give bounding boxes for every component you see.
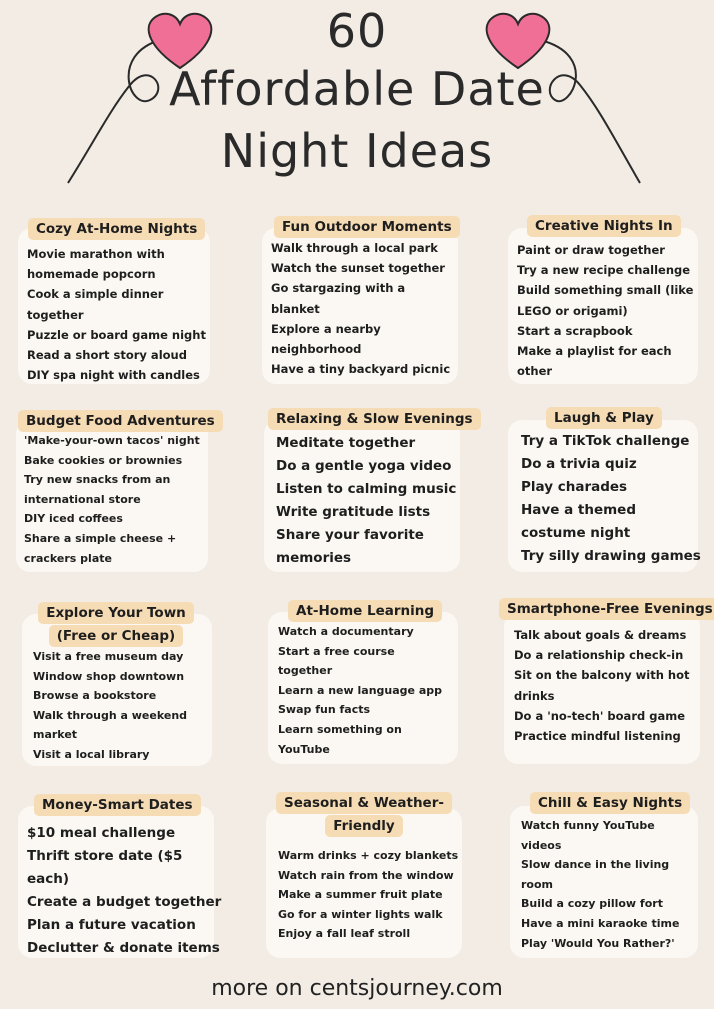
list-item: DIY iced coffees bbox=[24, 512, 123, 526]
list-item: Have a mini karaoke time bbox=[521, 916, 680, 930]
list-item: Cook a simple dinner together bbox=[27, 287, 164, 322]
list-item: Make a playlist for each other bbox=[517, 344, 672, 379]
list-item: Start a free course together bbox=[278, 644, 395, 678]
list-item: Play 'Would You Rather?' bbox=[521, 936, 675, 950]
list-item: DIY spa night with candles bbox=[27, 368, 200, 383]
list-item: Do a trivia quiz bbox=[521, 456, 637, 472]
list-item: Enjoy a fall leaf stroll bbox=[278, 927, 411, 941]
section-header: Laugh & Play bbox=[546, 407, 662, 429]
list-item: Learn something on YouTube bbox=[278, 722, 402, 756]
section-header bbox=[268, 792, 460, 838]
list-item: Have a themed costume night bbox=[521, 502, 636, 541]
list-item: Try a new recipe challenge bbox=[517, 263, 691, 278]
item-list bbox=[27, 244, 206, 385]
list-item: Do a gentle yoga video bbox=[276, 458, 452, 474]
item-list bbox=[278, 622, 442, 759]
list-item: Do a relationship check-in bbox=[514, 648, 684, 663]
list-item: Write gratitude lists bbox=[276, 504, 431, 520]
item-list bbox=[33, 647, 187, 765]
list-item: Movie marathon with homemade popcorn bbox=[27, 247, 165, 282]
list-item: Bake cookies or brownies bbox=[24, 453, 183, 467]
list-item: Play charades bbox=[521, 479, 628, 495]
list-item: $10 meal challenge bbox=[27, 825, 176, 841]
list-item: Go stargazing with a blanket bbox=[271, 281, 406, 316]
section-header bbox=[30, 602, 202, 648]
footer-website: more on centsjourney.com bbox=[211, 976, 503, 1001]
list-item: 'Make-your-own tacos' night bbox=[24, 434, 200, 447]
section-header: At-Home Learning bbox=[288, 600, 442, 622]
item-list bbox=[24, 431, 200, 568]
list-item: Talk about goals & dreams bbox=[514, 628, 687, 642]
list-item: Puzzle or board game night bbox=[27, 327, 206, 342]
list-item: Read a short story aloud bbox=[27, 348, 187, 363]
section-header: Relaxing & Slow Evenings bbox=[268, 408, 481, 430]
section-header: Creative Nights In bbox=[527, 215, 681, 237]
section-header: Money-Smart Dates bbox=[34, 794, 201, 816]
list-item: Listen to calming music bbox=[276, 481, 457, 497]
item-list bbox=[278, 846, 458, 944]
list-item: Have a tiny backyard picnic bbox=[271, 362, 451, 377]
list-item: Paint or draw together bbox=[517, 243, 665, 257]
section-header: Smartphone-Free Evenings bbox=[499, 598, 714, 620]
list-item: Plan a future vacation bbox=[27, 917, 196, 933]
list-item: Watch rain from the window bbox=[278, 868, 454, 882]
title-line1: Affordable Date bbox=[169, 62, 545, 116]
item-list bbox=[521, 816, 679, 953]
section-header: Fun Outdoor Moments bbox=[274, 216, 460, 238]
list-item: Meditate together bbox=[276, 435, 416, 451]
item-list bbox=[271, 238, 450, 379]
list-item: Browse a bookstore bbox=[33, 689, 157, 703]
section-header-line: (Free or Cheap) bbox=[49, 625, 183, 647]
item-list bbox=[27, 822, 221, 960]
list-item: Go for a winter lights walk bbox=[278, 907, 443, 921]
list-item: Visit a free museum day bbox=[33, 650, 184, 663]
list-item: Do a 'no-tech' board game bbox=[514, 708, 685, 723]
section-header-line: Explore Your Town bbox=[38, 602, 194, 624]
list-item: Warm drinks + cozy blankets bbox=[278, 849, 459, 862]
list-item: Swap fun facts bbox=[278, 703, 371, 717]
list-item: Explore a nearby neighborhood bbox=[271, 321, 381, 357]
list-item: Walk through a weekend market bbox=[33, 708, 188, 742]
list-item: Practice mindful listening bbox=[514, 729, 681, 744]
list-item: Try silly drawing games bbox=[521, 548, 701, 564]
list-item: Build a cozy pillow fort bbox=[521, 897, 663, 911]
section-header: Budget Food Adventures bbox=[18, 410, 223, 432]
list-item: Sit on the balcony with hot drinks bbox=[514, 668, 690, 703]
item-list bbox=[514, 625, 689, 746]
list-item: Watch funny YouTube videos bbox=[521, 819, 655, 852]
list-item: Thrift store date ($5 each) bbox=[27, 848, 183, 887]
item-list bbox=[521, 430, 701, 568]
list-item: Watch a documentary bbox=[278, 625, 414, 638]
list-item: Visit a local library bbox=[33, 747, 150, 761]
list-item: Watch the sunset together bbox=[271, 261, 445, 276]
section-header-line: Friendly bbox=[325, 815, 403, 837]
list-item: Start a scrapbook bbox=[517, 323, 633, 338]
list-item: Share your favorite memories bbox=[276, 527, 424, 566]
section-header: Chill & Easy Nights bbox=[530, 792, 690, 814]
list-item: Try new snacks from an international store bbox=[24, 473, 171, 506]
list-item: Try a TikTok challenge bbox=[521, 433, 690, 449]
title-line2: Night Ideas bbox=[220, 124, 494, 178]
list-item: Make a summer fruit plate bbox=[278, 888, 443, 902]
title-number: 60 bbox=[326, 4, 388, 58]
list-item: Walk through a local park bbox=[271, 241, 438, 255]
item-list bbox=[517, 240, 693, 381]
list-item: Build something small (like LEGO or origami) bbox=[517, 283, 694, 318]
list-item: Window shop downtown bbox=[33, 669, 185, 683]
list-item: Share a simple cheese + crackers plate bbox=[24, 531, 177, 565]
list-item: Create a budget together bbox=[27, 894, 222, 910]
item-list bbox=[276, 432, 456, 570]
section-header-line: Seasonal & Weather- bbox=[276, 792, 452, 814]
list-item: Slow dance in the living room bbox=[521, 858, 670, 891]
list-item: Learn a new language app bbox=[278, 683, 443, 697]
list-item: Declutter & donate items bbox=[27, 940, 220, 956]
section-header: Cozy At-Home Nights bbox=[28, 218, 205, 240]
